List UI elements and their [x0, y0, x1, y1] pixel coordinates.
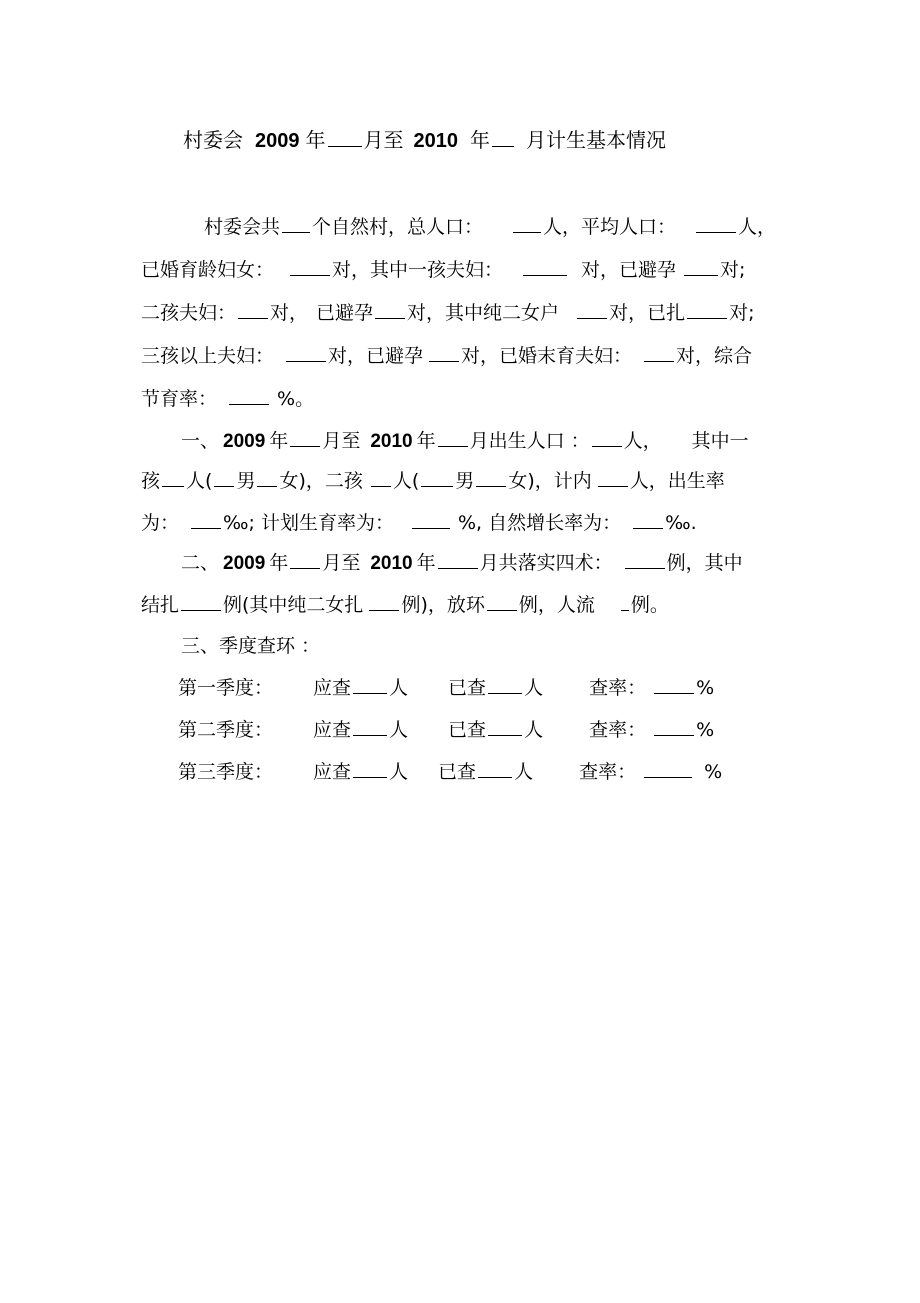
intro-text: 对; — [729, 302, 755, 324]
section1-text: ： — [570, 430, 590, 452]
title-nian-1: 年 — [305, 128, 326, 152]
intro-text: 个自然村，总人口： — [312, 216, 484, 238]
percent-label: % — [696, 719, 715, 741]
intro-text: %。 — [277, 388, 315, 410]
blank-two-child-contraception[interactable] — [375, 300, 405, 319]
blank-planned[interactable] — [598, 468, 628, 487]
blank-married-women[interactable] — [290, 257, 330, 276]
blank-one-child-couples[interactable] — [523, 257, 567, 276]
intro-text: 对，已避孕 — [328, 345, 424, 367]
section1-text: 孩 — [141, 470, 161, 492]
section2-text: 例(其中纯二女扎 — [223, 594, 364, 616]
section1-text: 人( — [186, 470, 213, 492]
blank-total-population[interactable] — [513, 214, 541, 233]
blank-q2-should[interactable] — [353, 717, 387, 736]
blank-s1-month-1[interactable] — [290, 428, 320, 447]
blank-natural-growth-rate[interactable] — [633, 510, 663, 529]
section2-text: 年 — [269, 552, 289, 574]
blank-sterilization[interactable] — [181, 592, 221, 611]
blank-childless-couples[interactable] — [644, 343, 674, 362]
intro-text: 对， — [270, 302, 309, 324]
section1-line-1 — [181, 428, 749, 452]
blank-second-child-male[interactable] — [421, 468, 453, 487]
section1-text: 其中一 — [691, 430, 749, 452]
section1-text: 为： — [141, 512, 180, 534]
section3-heading — [181, 634, 320, 658]
section2-text: 二、 — [181, 552, 220, 574]
section1-text: ‰. — [665, 512, 697, 534]
intro-text: 对，其中纯二女户 — [407, 302, 560, 324]
section2-line-1 — [181, 550, 743, 574]
blank-q1-should[interactable] — [353, 675, 387, 694]
section1-text: 年 — [416, 430, 436, 452]
blank-two-daughter-households[interactable] — [577, 300, 607, 319]
unit-label: 人 — [389, 761, 409, 783]
intro-text: 对，已避孕 — [581, 259, 677, 281]
section1-text: 人，出生率 — [629, 470, 725, 492]
blank-four-procedures[interactable] — [625, 550, 665, 569]
unit-label: 人 — [389, 677, 409, 699]
title-year-1: 2009 — [255, 130, 300, 152]
quarter-label: 第三季度： — [178, 761, 274, 783]
intro-line-4 — [141, 343, 752, 367]
blank-one-child-contraception[interactable] — [684, 257, 718, 276]
blank-first-child-male[interactable] — [214, 468, 234, 487]
section1-text: 一、 — [181, 430, 220, 452]
intro-line-3 — [141, 300, 754, 324]
blank-birth-rate[interactable] — [191, 510, 221, 529]
blank-abortion[interactable] — [621, 592, 629, 611]
checked-label: 已查 — [448, 719, 487, 741]
should-check-label: 应查 — [313, 677, 352, 699]
title-part-1: 村委会 — [183, 128, 243, 152]
intro-text: 已婚育龄妇女： — [141, 259, 275, 281]
intro-text: 二孩夫妇： — [141, 302, 237, 324]
section3-heading-text: 三、季度查环 ： — [181, 635, 321, 657]
intro-line-2 — [141, 257, 745, 281]
percent-label: % — [704, 761, 723, 783]
blank-q2-done[interactable] — [488, 717, 522, 736]
rate-label: 查率： — [589, 677, 647, 699]
blank-q3-done[interactable] — [478, 759, 512, 778]
section2-text: 例，其中 — [666, 552, 743, 574]
section2-text: 例，人流 — [518, 594, 595, 616]
section1-year-2: 2010 — [370, 431, 413, 452]
section1-text: 人， — [623, 430, 662, 452]
section2-text: 月共落实四术： — [479, 552, 613, 574]
intro-text: 人， — [738, 216, 777, 238]
blank-s1-month-2[interactable] — [438, 428, 468, 447]
section2-text: 月至 — [322, 552, 361, 574]
intro-text: 对，综合 — [676, 345, 753, 367]
title-part-3: 月计生基本情况 — [526, 128, 666, 152]
blank-iud[interactable] — [487, 592, 517, 611]
section1-text: 男 — [236, 470, 256, 492]
section2-text: 年 — [416, 552, 436, 574]
percent-label: % — [696, 677, 715, 699]
intro-text: 对，已婚末育夫妇： — [461, 345, 633, 367]
title-nian-2: 年 — [470, 128, 490, 152]
checked-label: 已查 — [448, 677, 487, 699]
unit-label: 人 — [514, 761, 534, 783]
section1-text: 女)，二孩 — [279, 470, 363, 492]
intro-text: 人，平均人口： — [543, 216, 677, 238]
should-check-label: 应查 — [313, 719, 352, 741]
blank-births[interactable] — [592, 428, 622, 447]
unit-label: 人 — [524, 677, 544, 699]
section1-text: 人( — [392, 470, 420, 492]
blank-q3-rate[interactable] — [644, 759, 692, 778]
title-year-2: 2010 — [413, 130, 458, 152]
blank-s2-month-2[interactable] — [438, 550, 478, 569]
quarter-row-1 — [178, 675, 714, 699]
should-check-label: 应查 — [313, 761, 352, 783]
intro-text: 三孩以上夫妇： — [141, 345, 275, 367]
section1-line-2 — [141, 468, 725, 492]
intro-text: 对; — [720, 259, 746, 281]
blank-planned-rate[interactable] — [412, 510, 450, 529]
unit-label: 人 — [524, 719, 544, 741]
blank-second-child-female[interactable] — [476, 468, 506, 487]
blank-q1-rate[interactable] — [654, 675, 694, 694]
page-title — [183, 128, 666, 152]
section2-text: 例)，放环 — [401, 594, 485, 616]
section1-line-3 — [141, 510, 697, 534]
section1-text: %, 自然增长率为： — [457, 512, 622, 534]
rate-label: 查率： — [579, 761, 637, 783]
section2-line-2 — [141, 592, 669, 616]
intro-text: 节育率： — [141, 388, 218, 410]
blank-three-child-couples[interactable] — [286, 343, 326, 362]
section2-text: 结扎 — [141, 594, 180, 616]
section2-year-2: 2010 — [370, 553, 413, 574]
blank-second-child[interactable] — [371, 468, 391, 487]
section1-text: ‰; 计划生育率为： — [223, 512, 394, 534]
title-part-2: 月至 — [363, 128, 404, 152]
quarter-row-2 — [178, 717, 714, 741]
intro-text: 对，其中一孩夫妇： — [332, 259, 504, 281]
blank-sterilized[interactable] — [687, 300, 727, 319]
blank-contraception-rate[interactable] — [229, 386, 269, 405]
section1-text: 月出生人口 — [469, 430, 565, 452]
blank-village-count[interactable] — [282, 214, 310, 233]
intro-text: 对，已扎 — [609, 302, 686, 324]
blank-two-child-couples[interactable] — [238, 300, 268, 319]
intro-text: 已避孕 — [316, 302, 374, 324]
blank-first-child[interactable] — [162, 468, 184, 487]
quarter-row-3 — [178, 759, 722, 783]
section1-year-1: 2009 — [223, 431, 266, 452]
intro-line-5 — [141, 386, 314, 410]
blank-q2-rate[interactable] — [654, 717, 694, 736]
checked-label: 已查 — [438, 761, 477, 783]
quarter-label: 第一季度： — [178, 677, 274, 699]
blank-title-month-2[interactable] — [492, 128, 514, 147]
intro-text: 村委会共 — [204, 216, 281, 238]
intro-line-1 — [204, 214, 776, 238]
blank-q3-should[interactable] — [353, 759, 387, 778]
blank-q1-done[interactable] — [488, 675, 522, 694]
blank-two-daughter-sterilization[interactable] — [369, 592, 399, 611]
blank-first-child-female[interactable] — [257, 468, 277, 487]
blank-title-month-1[interactable] — [328, 128, 362, 147]
section1-text: 女)，计内 — [508, 470, 592, 492]
unit-label: 人 — [389, 719, 409, 741]
quarter-label: 第二季度： — [178, 719, 274, 741]
section1-text: 月至 — [322, 430, 361, 452]
blank-s2-month-1[interactable] — [290, 550, 320, 569]
section1-text: 年 — [269, 430, 289, 452]
section2-year-1: 2009 — [223, 553, 266, 574]
blank-three-child-contraception[interactable] — [429, 343, 459, 362]
rate-label: 查率： — [589, 719, 647, 741]
blank-avg-population[interactable] — [696, 214, 736, 233]
section2-text: 例。 — [630, 594, 669, 616]
section1-text: 男 — [455, 470, 475, 492]
